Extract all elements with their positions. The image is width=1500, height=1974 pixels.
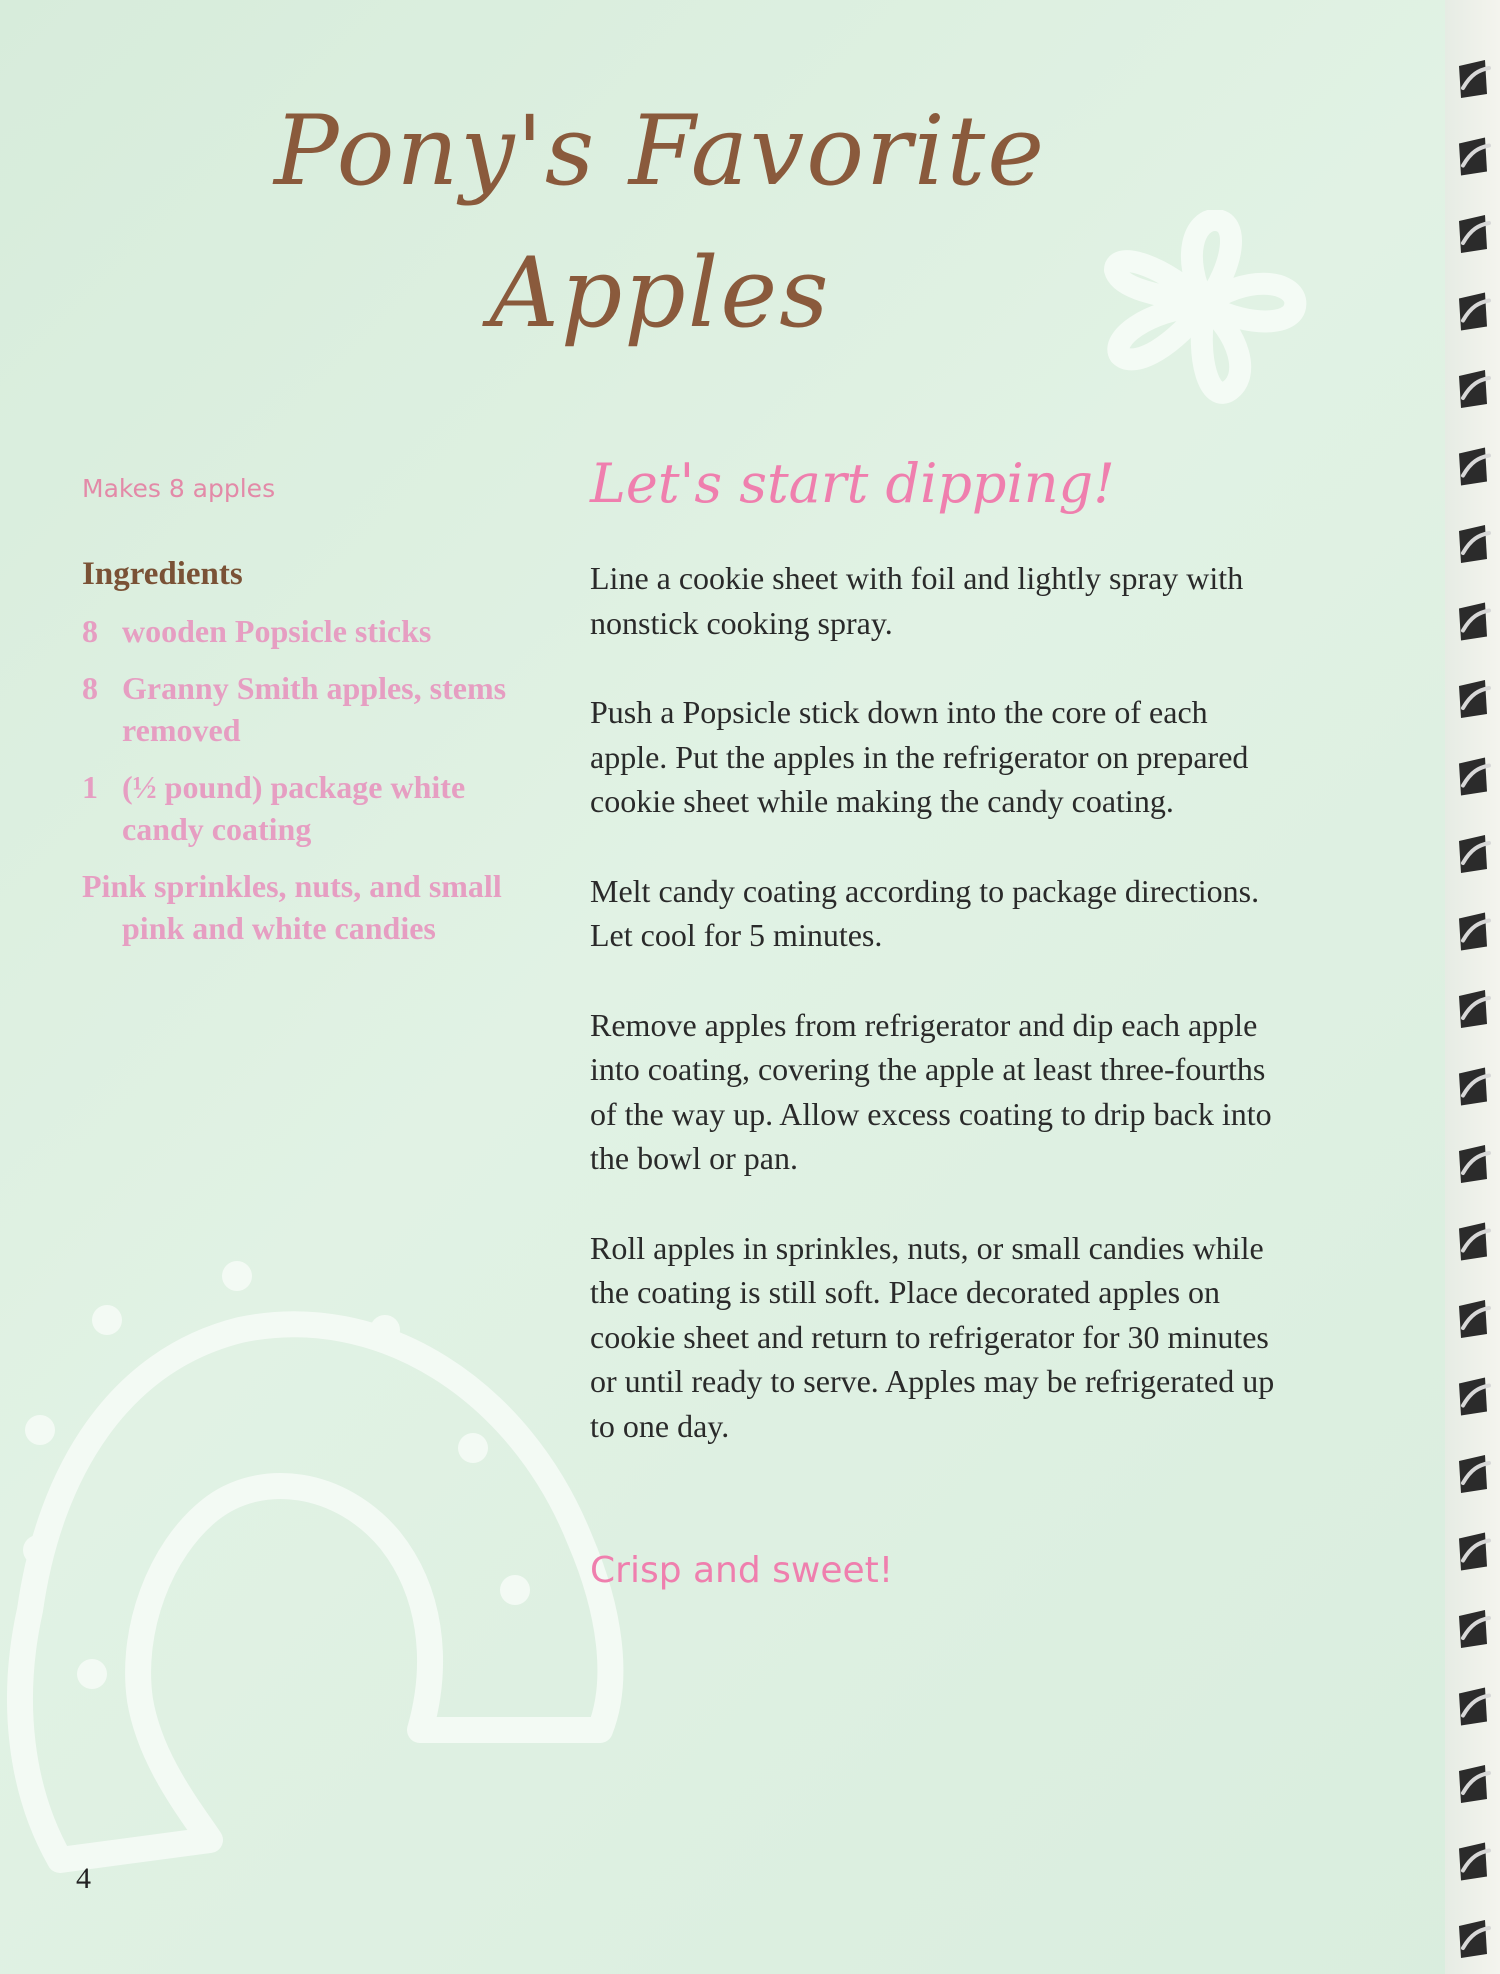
binding-coil [1459, 913, 1489, 951]
binding-coils [1445, 0, 1500, 1974]
binding-coil [1459, 60, 1489, 98]
ingredient-list [82, 610, 542, 964]
binding-coil [1459, 758, 1489, 796]
binding-coil [1459, 1145, 1489, 1183]
binding-coil [1459, 1843, 1489, 1881]
ingredient-qty: 8 [82, 613, 98, 649]
ingredients-heading: Ingredients [82, 556, 243, 592]
instruction-step: Roll apples in sprinkles, nuts, or small candies while the coating is still soft. Place decorated apples on cookie sheet and return to refrigerator for 30 minutes or until ready to serve. Apples may be refrigerated up to one day. [590, 1229, 1275, 1444]
ingredient-qty: 8 [82, 670, 98, 706]
binding-coil [1459, 1765, 1489, 1803]
ingredient-item [82, 667, 542, 751]
binding-coil [1459, 835, 1489, 873]
binding-coil [1459, 215, 1489, 253]
binding-coil [1459, 525, 1489, 563]
binding-coil [1459, 370, 1489, 408]
binding-coil [1459, 138, 1489, 176]
instructions-heading: Let's start dipping! [590, 452, 1115, 515]
ingredient-item [82, 766, 542, 850]
closing-tagline: Crisp and sweet! [590, 1550, 894, 1591]
page-number: 4 [76, 1862, 91, 1895]
instruction-step: Melt candy coating according to package directions. Let cool for 5 minutes. [590, 872, 1260, 953]
recipe-title [180, 80, 1140, 364]
instruction-step: Remove apples from refrigerator and dip each apple into coating, covering the apple at least three-fourths of the way up. Allow excess coating to drip back into the bowl or pan. [590, 1006, 1272, 1176]
binding-coil [1459, 448, 1489, 486]
ingredient-text: (½ pound) package white candy coating [122, 769, 466, 847]
binding-coil [1459, 1068, 1489, 1106]
binding-coil [1459, 1455, 1489, 1493]
spiral-binding [1445, 0, 1500, 1974]
binding-coil [1459, 1378, 1489, 1416]
binding-coil [1459, 1610, 1489, 1648]
ingredient-text: Granny Smith apples, stems removed [122, 670, 507, 748]
title-line-1: Pony's Favorite [273, 95, 1047, 207]
yield-text: Makes 8 apples [82, 474, 276, 503]
binding-coil [1459, 1688, 1489, 1726]
binding-coil [1459, 603, 1489, 641]
ingredient-qty: 1 [82, 769, 98, 805]
ingredient-item [82, 610, 542, 652]
instruction-step: Line a cookie sheet with foil and lightly spray with nonstick cooking spray. [590, 560, 1244, 641]
binding-coil [1459, 1533, 1489, 1571]
binding-coil [1459, 1223, 1489, 1261]
binding-coil [1459, 1300, 1489, 1338]
binding-coil [1459, 293, 1489, 331]
binding-coil [1459, 680, 1489, 718]
ingredient-text: wooden Popsicle sticks [122, 613, 432, 649]
ingredient-item [82, 865, 542, 949]
ingredient-text: Pink sprinkles, nuts, and small pink and white candies [82, 868, 502, 946]
instruction-step: Push a Popsicle stick down into the core of each apple. Put the apples in the refrigerator on prepared cookie sheet while making the candy coating. [590, 694, 1249, 819]
binding-coil [1459, 990, 1489, 1028]
instruction-steps [590, 556, 1290, 1493]
binding-coil [1459, 1920, 1489, 1958]
title-line-2: Apples [489, 237, 831, 349]
